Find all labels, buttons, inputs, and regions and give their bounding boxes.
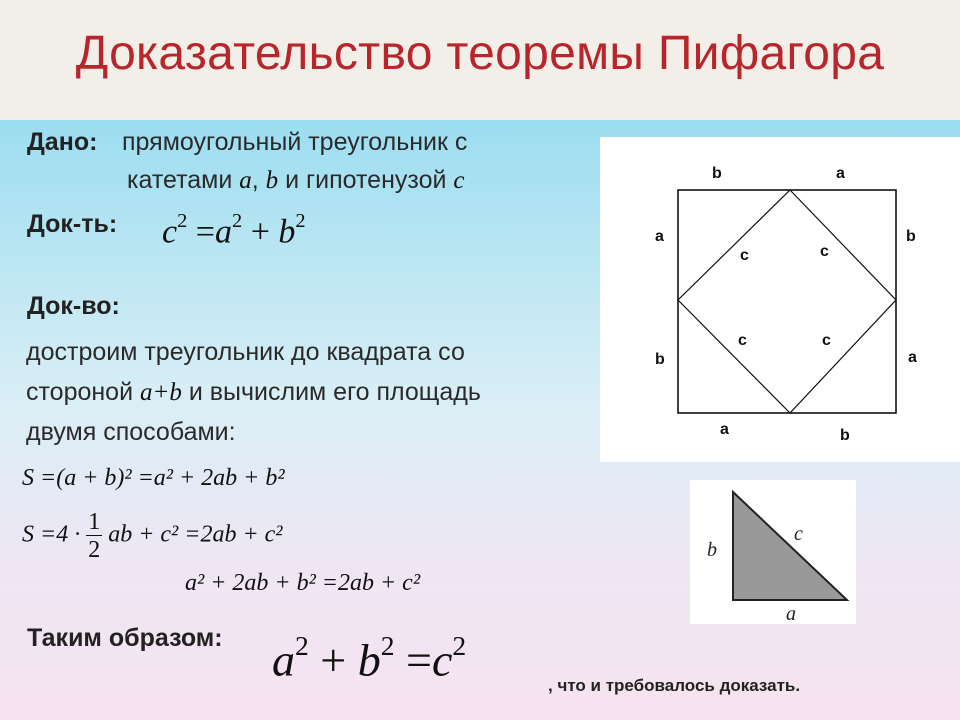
fraction-one-half bbox=[86, 510, 102, 562]
proof-line-2-post: и вычислим его площадь bbox=[181, 378, 481, 406]
given-line-2-mid: и гипотенузой bbox=[278, 166, 454, 194]
triangle-diagram-svg bbox=[690, 480, 856, 624]
formula-1: S =(a + b)² =a² + 2ab + b² bbox=[22, 465, 285, 491]
conclusion-plus: + bbox=[320, 634, 347, 686]
proof-side: a+b bbox=[140, 379, 182, 406]
given-sep: , bbox=[251, 166, 266, 194]
given-line-2-pre: катетами bbox=[127, 166, 240, 194]
proof-line-3: двумя способами: bbox=[26, 418, 236, 446]
conclusion-exp-a: 2 bbox=[295, 630, 309, 661]
given-var-c: c bbox=[453, 167, 465, 194]
formula-2-pre: S =4 · bbox=[22, 521, 81, 548]
conclusion-a: a bbox=[272, 634, 295, 686]
prove-exp-a: 2 bbox=[231, 210, 243, 232]
given-label: Дано: bbox=[27, 128, 98, 156]
conclusion-label: Таким образом: bbox=[27, 624, 223, 652]
square-diagram-svg bbox=[600, 137, 960, 462]
proof-line-2 bbox=[26, 378, 481, 407]
prove-exp-c: 2 bbox=[177, 210, 188, 232]
square-diagram bbox=[600, 137, 960, 462]
triangle-label-b: b bbox=[707, 539, 717, 561]
label-right-a: a bbox=[908, 349, 917, 366]
label-left-b: b bbox=[655, 351, 665, 368]
prove-eq: = bbox=[195, 213, 215, 251]
label-bottom-a: a bbox=[720, 421, 729, 438]
prove-label: Док-ть: bbox=[27, 210, 118, 238]
prove-plus: + bbox=[250, 213, 270, 251]
proof-label: Док-во: bbox=[27, 292, 120, 320]
conclusion-tail: , что и требовалось доказать. bbox=[548, 676, 801, 695]
prove-exp-b: 2 bbox=[295, 210, 306, 232]
inner-square bbox=[678, 190, 896, 413]
outer-square bbox=[678, 190, 896, 413]
conclusion-eq: = bbox=[406, 634, 432, 686]
title-bar bbox=[0, 0, 960, 120]
prove-b: b bbox=[278, 213, 296, 251]
given-var-b: b bbox=[265, 167, 279, 194]
label-inner-c-3: c bbox=[738, 332, 747, 349]
conclusion-c: c bbox=[432, 634, 453, 686]
conclusion-exp-c: 2 bbox=[452, 630, 467, 661]
prove-c: c bbox=[162, 213, 178, 251]
triangle-label-c: c bbox=[794, 523, 803, 545]
prove-a: a bbox=[214, 213, 232, 251]
formula-3: a² + 2ab + b² =2ab + c² bbox=[185, 570, 421, 596]
given-line-2 bbox=[127, 166, 465, 195]
page-title: Доказательство теоремы Пифагора bbox=[75, 27, 885, 80]
label-top-b: b bbox=[712, 165, 722, 182]
right-triangle bbox=[733, 492, 847, 600]
label-left-a: a bbox=[655, 228, 664, 245]
label-inner-c-2: c bbox=[820, 243, 829, 260]
proof-line-1: достроим треугольник до квадрата со bbox=[26, 338, 465, 366]
conclusion-b: b bbox=[357, 634, 381, 686]
fraction-den: 2 bbox=[88, 537, 101, 563]
conclusion-formula bbox=[272, 630, 466, 687]
formula-2-post: ab + c² =2ab + c² bbox=[108, 521, 283, 548]
formula-2 bbox=[22, 510, 282, 562]
label-inner-c-1: c bbox=[740, 247, 749, 264]
label-inner-c-4: c bbox=[822, 332, 831, 349]
given-line-1: прямоугольный треугольник с bbox=[122, 128, 468, 156]
fraction-num: 1 bbox=[88, 509, 101, 535]
conclusion-exp-b: 2 bbox=[380, 630, 395, 661]
proof-line-2-pre: стороной bbox=[26, 378, 141, 406]
given-var-a: a bbox=[239, 167, 252, 194]
label-right-b: b bbox=[906, 228, 916, 245]
triangle-diagram bbox=[690, 480, 856, 624]
label-top-a: a bbox=[836, 165, 845, 182]
triangle-label-a: a bbox=[786, 603, 796, 624]
label-bottom-b: b bbox=[840, 427, 850, 444]
prove-formula bbox=[162, 210, 306, 251]
